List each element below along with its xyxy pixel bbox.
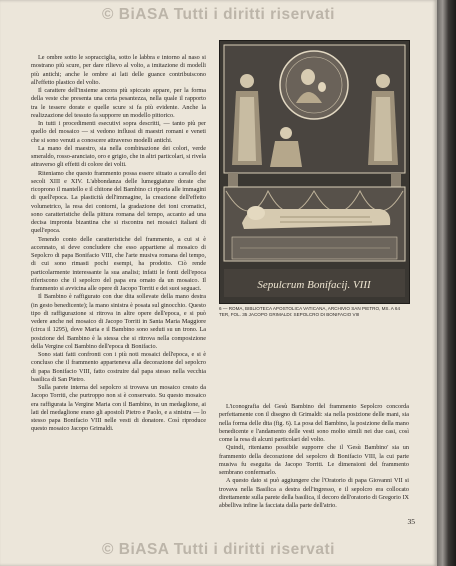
watermark-top: © BiASA Tutti i diritti riservati — [102, 6, 335, 23]
paragraph: Sulla parete interna del sepolcro si trovava un mosaico creato da Jacopo Torriti, che purtroppo non si è conservato. Su questo mosaico era raffigurata la Vergine Maria con il Bambino, in un medaglione, ai lati del medaglione erano gli apostoli Pietro e Paolo, e a sinistra — lo stesso papa Bonifacio VIII nelle vesti di donatore. Così riproduce questo mosaico Jacopo Grimaldi. — [31, 384, 206, 433]
book-spine-edge — [437, 0, 456, 566]
watermark-bottom: © BiASA Tutti i diritti riservati — [102, 541, 335, 558]
page-number: 35 — [407, 517, 415, 526]
tomb-drawing-figure — [219, 40, 410, 304]
figure-caption: 6 — ROMA, BIBLIOTECA APOSTOLICA VATICANA, ARCHIVIO SAN PIETRO, MS. A 64 TER, FOL. 35 JACOPO GRIMALDI: SEPOLCRO DI BONIFACIO VIII — [219, 306, 400, 318]
madonna-medallion — [280, 51, 348, 119]
paragraph: A questo dato si può aggiungere che l'Oratorio di papa Giovanni VII si trovava nella Basilica a destra dell'ingresso, e il sepolcro era collocato direttamente sulla parete della basilica, il decoro dell'oratorio di Gregorio IX abbelliva infine la facciata dalla parte dell'atrio. — [219, 477, 409, 509]
paragraph: La mano del maestro, sia nella combinazione dei colori, verde smeraldo, rosso-aranciato, oro e grigio, che in altri particolari, si rivela attraverso gli effetti di colore dei volti. — [31, 144, 206, 169]
pope-effigy — [242, 206, 390, 229]
paragraph: Le ombre sotto le sopracciglia, sotto le labbra e intorno al naso si mostrano più scure, per dare rilievo al volto, a imitazione di modelli più antichi; anche le ombre ai lati delle guance contribuiscono all'effetto plastico del volto. — [31, 54, 206, 86]
right-text-column — [219, 403, 409, 510]
paragraph: Tenendo conto delle caratteristiche del frammento, a cui si è accennato, si deve concludere che esso appartiene al mosaico di Sepolcro di papa Bonifacio VIII, che l'arte musiva romana del tempo, di cui sono rimasti pochi esempi, ha prodotto. Ciò rende particolarmente interessante la sua analisi; infatti le fonti dell'epoca riferiscono che il sepolcro del papa era ornato da un mosaico. Il frammento si avvicina alle opere di Jacopo Torriti e dei suoi seguaci. — [31, 235, 206, 292]
left-text-column — [31, 54, 206, 434]
paragraph: Il carattere dell'insieme ancora più spiccato appare, per la forma della veste che presenta una certa pesantezza, nella quale il rapporto tra le tessere dorate e quelle scure si fa più evidente. Anche la realizzazione del tessuto fa supporre un modello pittorico. — [31, 87, 206, 119]
paragraph: L'iconografia del Gesù Bambino del frammento Sepolcro concorda perfettamente con il disegno di Grimaldi: sia nella posizione delle mani, sia nella forma delle dita (fig. 6). La posa del Bambino, la posizione della mano benedicente e l'andamento delle vesti sono molto simili nei due casi, così come la resa di alcuni particolari del volto. — [219, 403, 409, 443]
paragraph: Quindi, riteniamo possibile supporre che il 'Gesù Bambino' sia un frammento della decorazione del sepolcro di Bonifacio VIII, la cui parte musiva fu eseguita da Jacopo Torriti. Le dimensioni del frammento sembrano confermarlo. — [219, 444, 409, 476]
paragraph: Il Bambino è raffigurato con due dita sollevate della mano destra (in gesto benedicente); la mano sinistra è posata sul ginocchio. Questo tipo di raffigurazione si ritrova in altre opere dell'epoca, e si può vedere anche nel mosaico di Jacopo Torriti in Santa Maria Maggiore (circa il 1295), dove Maria e il Bambino sono seduti su un trono. La posizione del Bambino è la stessa che si ritrova nella composizione della Vergine col Bambino dell'epoca di Bonifacio. — [31, 293, 206, 350]
paragraph: Sono stati fatti confronti con i più noti mosaici dell'epoca, e si è concluso che il frammento apparteneva alla decorazione del sepolcro di papa Bonifacio VIII, fatto costruire dal papa stesso nella vecchia basilica di San Pietro. — [31, 351, 206, 383]
paragraph: In tutti i procedimenti esecutivi sopra descritti, — tanto più per quello del mosaico — si vedono influssi di maestri romani e veneti che si sono venuti a conoscere attraverso modelli antichi. — [31, 120, 206, 144]
tomb-inscription: Sepulcrum Bonifacij. VIII — [257, 279, 371, 291]
paragraph: Riteniamo che questo frammento possa essere situato a cavallo dei secoli XIII e XIV. L'abbondanza delle lumeggiature dorate che ricoprono il mantello e il chitone del Bambino ci riporta alle immagini di quell'epoca. La plasticità dell'immagine, la creazione dell'effetto volumetrico, la resa dei contorni, la gradazione dei toni cromatici, sono caratteristiche della pittura romana del tempo, accanto ad una decisa impronta bizantina che si riscontra nei mosaici italiani di quell'epoca. — [31, 169, 206, 235]
tomb-drawing-illustration — [220, 41, 409, 303]
